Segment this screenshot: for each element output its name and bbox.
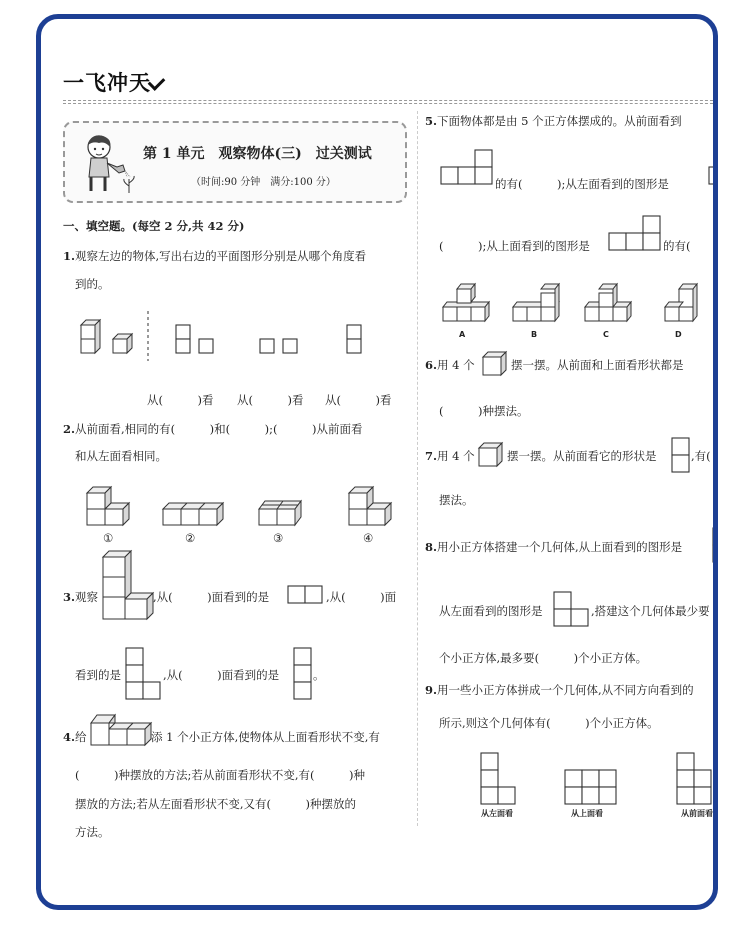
q5-figures bbox=[439, 277, 718, 325]
q2-label-2: ② bbox=[185, 531, 196, 545]
q3-text-2: ,从( )面看到的是 bbox=[153, 590, 270, 604]
q5-label-c: C bbox=[603, 330, 609, 339]
q6-text: 6.用 4 个 bbox=[425, 358, 475, 372]
q5-view-top bbox=[607, 215, 663, 253]
q2-label-4: ④ bbox=[363, 531, 374, 545]
boy-watering-illustration bbox=[79, 131, 137, 197]
worksheet-page bbox=[41, 19, 713, 905]
q5-text-4: 的有( bbox=[663, 239, 691, 253]
page-frame bbox=[36, 14, 718, 910]
section-heading: 一、填空题。(每空 2 分,共 42 分) bbox=[63, 219, 245, 233]
q4-text: 4.给 bbox=[63, 730, 87, 744]
q3-text: 3.观察 bbox=[63, 590, 99, 604]
q7-text-2: 摆一摆。从前面看它的形状是 bbox=[507, 449, 657, 463]
q2-text: 2.从前面看,相同的有( )和( );( )从前面看 bbox=[63, 422, 363, 436]
q5-view-front bbox=[439, 149, 495, 187]
q3-view-c bbox=[293, 647, 313, 701]
q2-figures bbox=[85, 481, 415, 529]
q2-label-3: ③ bbox=[273, 531, 284, 545]
q2-label-1: ① bbox=[103, 531, 114, 545]
q4-text-2: 添 1 个小正方体,使物体从上面看形状不变,有 bbox=[151, 730, 380, 744]
q4-figure bbox=[89, 711, 155, 747]
cube-icon bbox=[477, 441, 505, 469]
q4-text-3: ( )种摆放的方法;若从前面看形状不变,有( )种 bbox=[75, 768, 365, 782]
q1-text: 1.观察左边的物体,写出右边的平面图形分别是从哪个角度看 bbox=[63, 249, 367, 263]
q7-view bbox=[671, 437, 691, 473]
q3-text-6: 。 bbox=[313, 668, 325, 682]
q4-text-4: 摆放的方法;若从左面看形状不变,又有( )种摆放的 bbox=[75, 797, 357, 811]
q5-text: 5.下面物体都是由 5 个正方体摆成的。从前面看到 bbox=[425, 114, 682, 128]
q1-figures bbox=[73, 309, 393, 369]
q4-text-5: 方法。 bbox=[75, 825, 110, 839]
column-divider bbox=[417, 111, 418, 826]
q5-view-left bbox=[707, 165, 718, 187]
q3-text-3: ,从( )面 bbox=[326, 590, 397, 604]
q1-text-cont: 到的。 bbox=[75, 277, 110, 291]
q5-text-2: 的有( );从左面看到的图形是 bbox=[495, 177, 669, 191]
q1-blank-1[interactable]: 从( )看 bbox=[147, 393, 214, 407]
q6-text-2: 摆一摆。从前面和上面看形状都是 bbox=[511, 358, 684, 372]
q7-text-3: ,有( bbox=[691, 449, 711, 463]
unit-title-box bbox=[63, 121, 407, 203]
q6-text-3: ( )种摆法。 bbox=[439, 404, 529, 418]
q2-text-cont: 和从左面看相同。 bbox=[75, 449, 167, 463]
q8-text-4: 个小正方体,最多要( )个小正方体。 bbox=[439, 651, 648, 665]
q8-view-left bbox=[553, 591, 591, 627]
q7-text: 7.用 4 个 bbox=[425, 449, 475, 463]
cube-icon bbox=[481, 350, 509, 378]
unit-title: 第 1 单元 观察物体(三) 过关测试 bbox=[143, 146, 372, 162]
q8-text-2: 从左面看到的图形是 bbox=[439, 604, 543, 618]
divider bbox=[63, 103, 718, 104]
brand-logo: 一飞冲天 bbox=[63, 71, 151, 95]
q8-text-3: ,搭建这个几何体最少要 bbox=[591, 604, 710, 618]
q9-caption-top: 从上面看 bbox=[571, 809, 603, 818]
q3-view-b bbox=[125, 647, 161, 701]
q9-caption-left: 从左面看 bbox=[481, 809, 513, 818]
q7-text-4: 摆法。 bbox=[439, 493, 474, 507]
q5-label-b: B bbox=[531, 330, 538, 339]
q5-label-d: D bbox=[675, 330, 682, 339]
q1-blank-3[interactable]: 从( )看 bbox=[325, 393, 392, 407]
q1-blank-2[interactable]: 从( )看 bbox=[237, 393, 304, 407]
q9-text-2: 所示,则这个几何体有( )个小正方体。 bbox=[439, 716, 659, 730]
q3-text-4: 看到的是 bbox=[75, 668, 121, 682]
q9-views bbox=[479, 751, 718, 811]
q8-view-top bbox=[711, 527, 718, 563]
q9-caption-front: 从前面看 bbox=[681, 809, 713, 818]
q3-figure-3d bbox=[101, 549, 157, 633]
q5-label-a: A bbox=[459, 330, 466, 339]
q3-view-a bbox=[287, 585, 323, 605]
q5-text-3: ( );从上面看到的图形是 bbox=[439, 239, 590, 253]
divider bbox=[63, 100, 718, 101]
unit-subtitle: （时间:90 分钟 满分:100 分） bbox=[191, 177, 336, 188]
q8-text: 8.用小正方体搭建一个几何体,从上面看到的图形是 bbox=[425, 540, 683, 554]
q3-text-5: ,从( )面看到的是 bbox=[163, 668, 280, 682]
q9-text: 9.用一些小正方体拼成一个几何体,从不同方向看到的 bbox=[425, 683, 694, 697]
